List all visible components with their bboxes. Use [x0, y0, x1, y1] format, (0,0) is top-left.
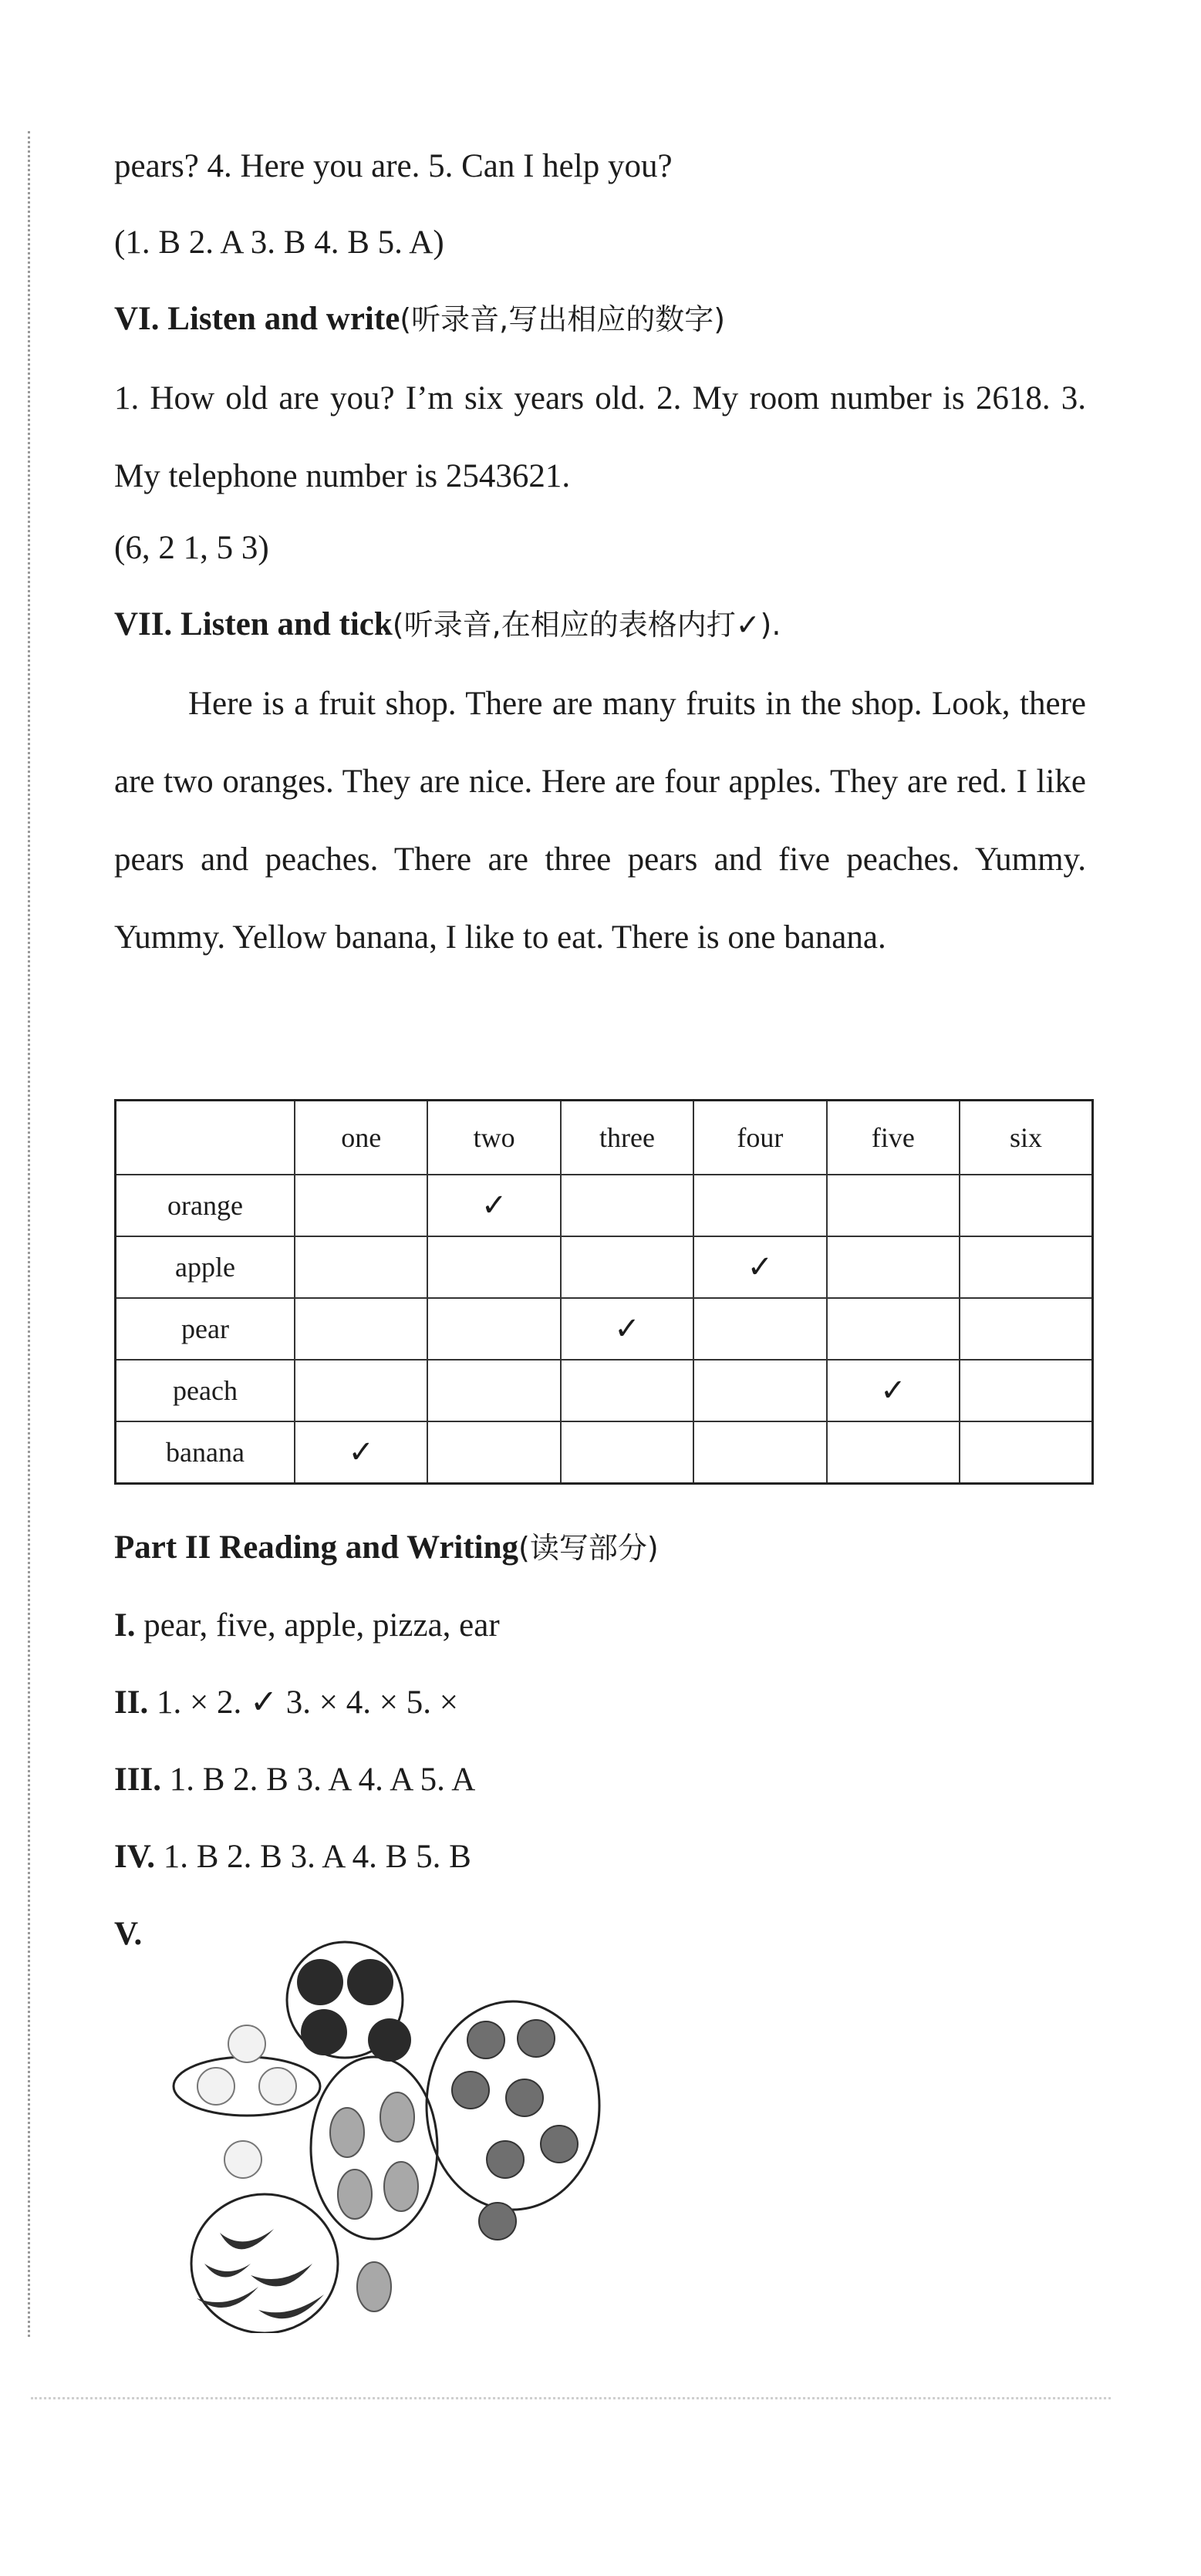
answer-section-5 [114, 1913, 142, 1956]
part-2-title: Part II Reading and Writing [114, 1529, 519, 1566]
section-answer: pear, five, apple, pizza, ear [135, 1607, 500, 1644]
table-cell: ✓ [693, 1236, 826, 1298]
table-header: six [960, 1101, 1092, 1175]
table-cell [561, 1236, 693, 1298]
orange-icon [467, 2021, 504, 2058]
table-header: five [827, 1101, 960, 1175]
table-cell [827, 1298, 960, 1360]
table-header: two [427, 1101, 560, 1175]
table-cell [693, 1421, 826, 1484]
answer-section-2 [114, 1681, 458, 1725]
pear-icon [338, 2170, 372, 2219]
section-7-script [114, 665, 1086, 976]
orange-icon [452, 2072, 489, 2109]
pear-icon [384, 2162, 418, 2211]
section-label: II. [114, 1684, 149, 1721]
pear-icon [380, 2092, 414, 2142]
table-cell [827, 1175, 960, 1236]
answer-section-4 [114, 1836, 471, 1879]
table-cell [295, 1298, 427, 1360]
table-cell [427, 1360, 560, 1421]
table-cell: ✓ [427, 1175, 560, 1236]
pear-icons [330, 2092, 418, 2311]
orange-icons [452, 2020, 578, 2240]
peach-icon [197, 2068, 234, 2105]
table-cell [295, 1175, 427, 1236]
answer-section-1 [114, 1604, 500, 1647]
section-label: V. [114, 1916, 143, 1952]
section-7-instruction: (听录音,在相应的表格内打✓). [392, 608, 781, 642]
answer-section-3 [114, 1758, 475, 1802]
banana-icon [251, 2264, 312, 2286]
table-cell [561, 1360, 693, 1421]
table-cell [561, 1175, 693, 1236]
peach-icon [228, 2025, 265, 2062]
answer-line-2: (1. B 2. A 3. B 4. B 5. A) [114, 224, 444, 261]
pear-icon [330, 2108, 364, 2157]
table-header: three [561, 1101, 693, 1175]
part-2-heading [114, 1526, 659, 1570]
table-row [116, 1421, 1093, 1484]
table-cell [960, 1360, 1092, 1421]
fruit-count-table [114, 1099, 1094, 1485]
table-header-row [116, 1101, 1093, 1175]
apple-icon [301, 2009, 347, 2055]
apple-icon [368, 2018, 411, 2062]
section-6-title: VI. Listen and write [114, 301, 400, 337]
section-7-heading [114, 603, 781, 646]
table-cell [693, 1298, 826, 1360]
orange-icon [506, 2079, 543, 2116]
banana-icons [197, 2229, 324, 2318]
table-cell [960, 1421, 1092, 1484]
binding-margin-line [28, 131, 30, 2337]
section-answer: 1. B 2. B 3. A 4. B 5. B [155, 1839, 471, 1875]
table-cell [427, 1298, 560, 1360]
orange-icon [487, 2141, 524, 2178]
section-answer: 1. B 2. B 3. A 4. A 5. A [160, 1762, 476, 1798]
table-cell: ✓ [561, 1298, 693, 1360]
peach-group-circle [174, 2057, 320, 2116]
table-cell: ✓ [295, 1421, 427, 1484]
part-2-subtitle: (读写部分) [518, 1531, 659, 1565]
table-cell [960, 1236, 1092, 1298]
table-cell [693, 1360, 826, 1421]
table-row [116, 1298, 1093, 1360]
row-label: peach [116, 1360, 295, 1421]
answer-line-1: pears? 4. Here you are. 5. Can I help you? [114, 148, 673, 184]
section-label: IV. [114, 1839, 155, 1875]
row-label: orange [116, 1175, 295, 1236]
pear-icon [357, 2262, 391, 2311]
table-cell [295, 1360, 427, 1421]
table-row [116, 1236, 1093, 1298]
row-label: pear [116, 1298, 295, 1360]
table-cell [827, 1421, 960, 1484]
page-footer-divider [31, 2397, 1111, 2399]
apple-icons [297, 1959, 411, 2062]
section-7-title: VII. Listen and tick [114, 606, 393, 642]
section-label: III. [114, 1762, 161, 1798]
banana-icon [220, 2229, 274, 2249]
banana-icon [204, 2264, 251, 2278]
table-cell [960, 1298, 1092, 1360]
table-cell [427, 1421, 560, 1484]
table-cell [561, 1421, 693, 1484]
table-header: one [295, 1101, 427, 1175]
orange-icon [541, 2126, 578, 2163]
table-row [116, 1175, 1093, 1236]
section-6-answer: (6, 2 1, 5 3) [114, 530, 269, 566]
pear-group-circle [311, 2057, 437, 2239]
apple-icon [347, 1959, 393, 2005]
row-label: apple [116, 1236, 295, 1298]
section-label: I. [114, 1607, 136, 1644]
table-cell [960, 1175, 1092, 1236]
orange-icon [518, 2020, 555, 2057]
orange-icon [479, 2203, 516, 2240]
peach-icon [259, 2068, 296, 2105]
peach-icons [197, 2025, 296, 2178]
apple-icon [297, 1959, 343, 2005]
table-header [116, 1101, 295, 1175]
section-answer: 1. × 2. ✓ 3. × 4. × 5. × [148, 1684, 458, 1721]
section-6-instruction: (听录音,写出相应的数字) [400, 302, 726, 336]
table-cell [693, 1175, 826, 1236]
section-7-script-text: Here is a fruit shop. There are many fruits in the shop. Look, there are two oranges. They are nice. Here are four apples. They are red. I like pears and peaches. There are three pears and five peaches. Yummy. Yummy. Yellow banana, I like to eat. There is one banana. [114, 686, 1086, 956]
section-6-script: 1. How old are you? I’m six years old. 2. My room number is 2618. 3. My telephone number is 2543621. [114, 380, 1086, 494]
table-header: four [693, 1101, 826, 1175]
table-cell [295, 1236, 427, 1298]
peach-icon [224, 2141, 261, 2178]
section-6-heading [114, 298, 725, 341]
table-cell [827, 1236, 960, 1298]
table-row [116, 1360, 1093, 1421]
row-label: banana [116, 1421, 295, 1484]
table-cell: ✓ [827, 1360, 960, 1421]
fruit-grouping-illustration [166, 1924, 629, 2333]
table-cell [427, 1236, 560, 1298]
